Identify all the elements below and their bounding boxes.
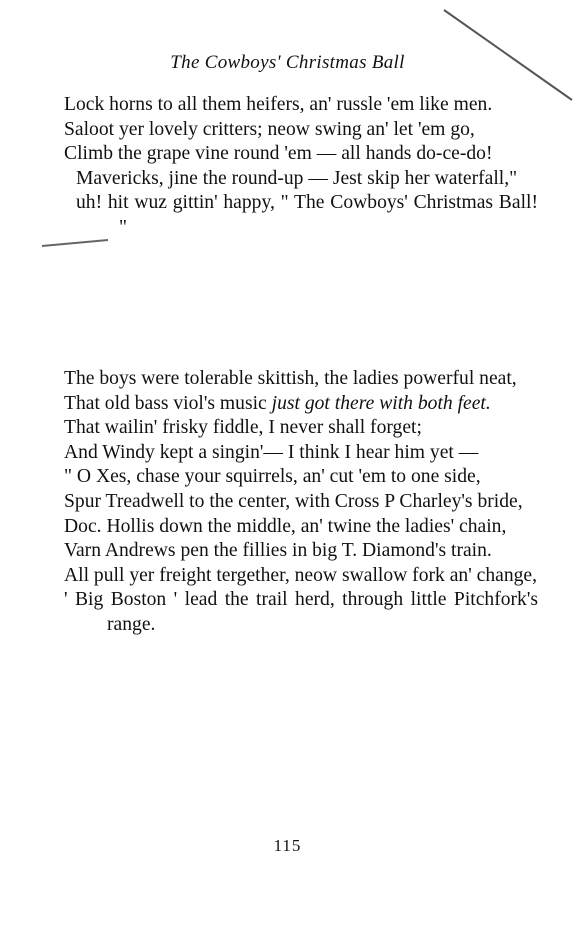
verse-line: Spur Treadwell to the center, with Cross P Charley's bride, xyxy=(64,490,523,512)
verse-line: The boys were tolerable skittish, the ladies powerful neat, xyxy=(64,368,517,389)
verse-line: Saloot yer lovely critters; neow swing an' let 'em go, xyxy=(64,118,475,140)
verse-line: " O Xes, chase your squirrels, an' cut 'em to one side, xyxy=(64,466,481,488)
verse-line: Climb the grape vine round 'em — all hands do-ce-do! xyxy=(64,143,493,165)
verse-italic-text: just got there with both feet. xyxy=(271,392,491,414)
verse-line: And Windy kept a singin'— I think I hear him yet — xyxy=(64,441,479,463)
running-head: The Cowboys' Christmas Ball xyxy=(170,52,405,73)
verse-line xyxy=(64,392,538,417)
verse-line: ' Big Boston ' lead the trail herd, through little Pitchfork's range. xyxy=(64,589,538,635)
scan-line-left xyxy=(42,240,108,246)
verse-text: That old bass viol's music xyxy=(64,392,272,414)
verse-line: Varn Andrews pen the fillies in big T. Diamond's train. xyxy=(64,540,492,562)
stanza-2 xyxy=(64,367,538,638)
verse-line: Lock horns to all them heifers, an' russle 'em like men. xyxy=(64,94,493,115)
stanza-1 xyxy=(64,93,538,241)
verse-line: uh! hit wuz gittin' happy, " The Cowboys' Christmas Ball! " xyxy=(76,192,538,238)
verse-line: Doc. Hollis down the middle, an' twine the ladies' chain, xyxy=(64,515,507,537)
verse-line: All pull yer freight tergether, neow swallow fork an' change, xyxy=(64,564,538,586)
page-number: 115 xyxy=(273,836,302,855)
verse-line: Mavericks, jine the round-up — Jest skip her waterfall," xyxy=(76,167,518,189)
verse-line: That wailin' frisky fiddle, I never shall forget; xyxy=(64,417,422,439)
